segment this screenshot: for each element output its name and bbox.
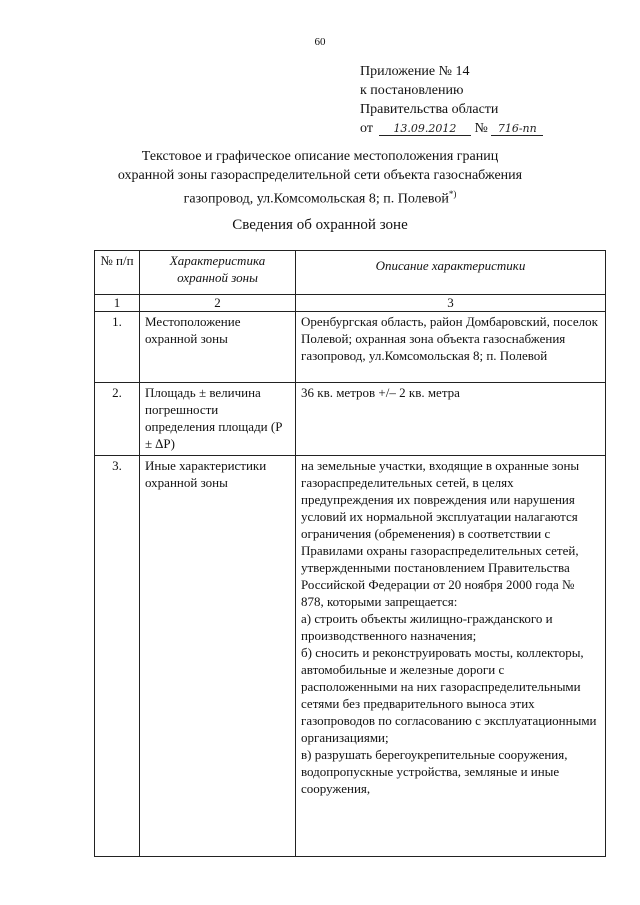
appendix-line-1: Приложение № 14 [360, 64, 470, 79]
handwritten-number: 716-пп [491, 122, 543, 136]
appendix-line-3: Правительства области [360, 102, 499, 117]
row-description: Оренбургская область, район Домбаровский, поселок Полевой; охранная зона объекта газоснабжения газопровод, ул.Комсомольская 8; п. Полевой [296, 312, 606, 383]
page-number: 60 [314, 36, 326, 48]
zone-table [94, 250, 606, 857]
row-description-cell [296, 456, 606, 857]
footnote-mark: *) [448, 189, 457, 199]
restriction-item-b: б) сносить и реконструировать мосты, коллекторы, автомобильные и железные дороги с расположенными на них газораспределительными сетями без предварительного выноса этих газопроводов по согласованию с эксплуатационными организациями; [301, 645, 597, 745]
appendix-block [360, 62, 543, 138]
table-index-row [95, 295, 606, 312]
index-cell: 2 [140, 295, 296, 312]
row-num: 1. [95, 312, 140, 383]
restriction-item-c: в) разрушать берегоукрепительные сооружения, водопропускные устройства, земляные и иные сооружения, [301, 747, 568, 796]
ot-label: от [360, 121, 373, 136]
row-description: 36 кв. метров +/– 2 кв. метра [296, 383, 606, 456]
row-num: 3. [95, 456, 140, 857]
appendix-date-line [360, 119, 543, 138]
number-label: № [474, 121, 488, 136]
table-row [95, 456, 606, 857]
title-line-1: Текстовое и графическое описание местоположения границ [141, 149, 499, 164]
title-line-3-text: газопровод, ул.Комсомольская 8; п. Полевой [183, 191, 449, 207]
table-row [95, 312, 606, 383]
document-title [60, 147, 580, 209]
index-cell: 1 [95, 295, 140, 312]
section-subtitle: Сведения об охранной зоне [232, 217, 408, 233]
header-description: Описание характеристики [296, 251, 606, 295]
row-characteristic: Местоположение охранной зоны [140, 312, 296, 383]
table-row [95, 383, 606, 456]
table-header-row [95, 251, 606, 295]
appendix-line-2: к постановлению [360, 83, 464, 98]
row-num: 2. [95, 383, 140, 456]
title-line-3 [60, 185, 580, 209]
index-cell: 3 [296, 295, 606, 312]
row-characteristic: Иные характеристики охранной зоны [140, 456, 296, 857]
header-characteristic: Характеристика охранной зоны [140, 251, 296, 295]
row-description: на земельные участки, входящие в охранные зоны газораспределительных сетей, в целях предупреждения их повреждения или нарушения условий их нормальной эксплуатации налагаются ограничения (обременения) в соответствии с Правилами охраны газораспределительных сетей, утвержденными постановлением Правительства Российской Федерации от 20 ноября 2000 года № 878, которыми запрещается: [301, 458, 580, 609]
handwritten-date: 13.09.2012 [379, 122, 471, 136]
title-line-2: охранной зоны газораспределительной сети объекта газоснабжения [117, 168, 523, 183]
row-characteristic: Площадь ± величина погрешности определения площади (P ± ∆P) [140, 383, 296, 456]
header-num: № п/п [95, 251, 140, 295]
restriction-item-a: а) строить объекты жилищно-гражданского и производственного назначения; [301, 611, 553, 643]
